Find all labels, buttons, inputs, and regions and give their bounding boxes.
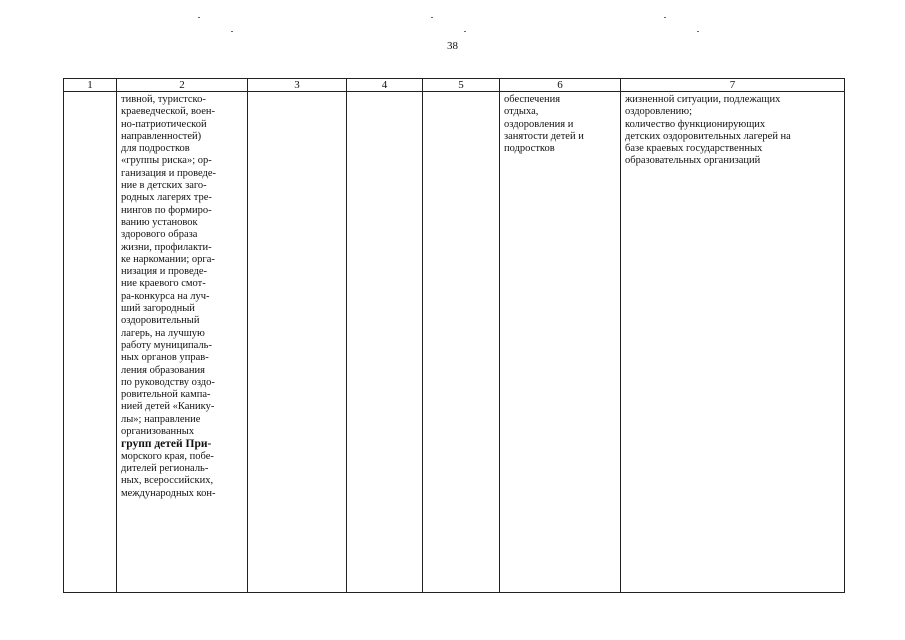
cell-text-line: подростков xyxy=(504,143,555,155)
table-cell-col5 xyxy=(423,92,500,593)
cell-text-line: занятости детей и xyxy=(504,130,584,142)
program-table xyxy=(63,78,845,593)
cell-text-line: образовательных организаций xyxy=(625,155,761,167)
cell-text-line: здорового образа xyxy=(121,229,198,241)
scan-speck xyxy=(431,17,433,18)
cell-text-line: оздоровительный xyxy=(121,315,200,327)
cell-text-line: ние краевого смот- xyxy=(121,278,206,290)
cell-text-line: тивной, туристско- xyxy=(121,94,206,105)
cell-text-line: родных лагерях тре- xyxy=(121,192,212,204)
column-header-2: 2 xyxy=(117,79,248,92)
cell-text-line: оздоровлению; xyxy=(625,106,693,118)
cell-text-line: ганизация и проведе- xyxy=(121,167,216,179)
scan-speck xyxy=(464,31,466,32)
cell-text-line: ванию установок xyxy=(121,216,198,228)
cell-text-line: низация и проведе- xyxy=(121,266,208,278)
table-header-row xyxy=(64,79,845,92)
table-cell-col6 xyxy=(500,92,621,593)
cell-text-line: дителей региональ- xyxy=(121,462,209,474)
column-header-7: 7 xyxy=(621,79,845,92)
table-cell-col4 xyxy=(347,92,423,593)
cell-text-line: международных кон- xyxy=(121,487,216,499)
cell-text-line: базе краевых государственных xyxy=(625,143,763,155)
column-header-1: 1 xyxy=(64,79,117,92)
cell-text-line: ления образования xyxy=(121,364,205,376)
cell-text-line: морского края, побе- xyxy=(121,450,214,462)
table-row xyxy=(64,92,845,593)
cell-text-line: направленностей) xyxy=(121,130,202,142)
cell-text-line: ние в детских заго- xyxy=(121,180,207,192)
cell-text-line: оздоровления и xyxy=(504,118,574,130)
cell-text-line: количество функционирующих xyxy=(625,118,766,130)
cell-text-line: ных, всероссийских, xyxy=(121,475,214,487)
cell-text-line: краеведческой, воен- xyxy=(121,106,216,118)
cell-text-line: по руководству оздо- xyxy=(121,376,215,388)
scan-speck xyxy=(664,17,666,18)
cell-text-line: лагерь, на лучшую xyxy=(121,327,205,339)
cell-text-line: жизни, профилакти- xyxy=(121,241,212,253)
column-header-4: 4 xyxy=(347,79,423,92)
cell-text-line: но-патриотической xyxy=(121,118,207,130)
scan-speck xyxy=(198,17,200,18)
page-number: 38 xyxy=(447,40,458,52)
cell-text-line: ке наркомании; орга- xyxy=(121,253,215,265)
cell-text-line: ных органов управ- xyxy=(121,352,209,364)
scan-speck xyxy=(231,31,233,32)
cell-text-line: групп детей При- xyxy=(121,438,212,451)
cell-text-line: работу муниципаль- xyxy=(121,339,212,351)
cell-text-line: нией детей «Канику- xyxy=(121,401,215,413)
cell-text-line: ра-конкурса на луч- xyxy=(121,290,210,302)
column-header-6: 6 xyxy=(500,79,621,92)
cell-text-line: жизненной ситуации, подлежащих xyxy=(625,94,781,105)
cell-text-line: нингов по формиро- xyxy=(121,204,212,216)
table-cell-col1 xyxy=(64,92,117,593)
cell-text-line: ший загородный xyxy=(121,303,195,315)
cell-text-line: отдыха, xyxy=(504,106,539,118)
column-header-5: 5 xyxy=(423,79,500,92)
cell-text-line: ровительной кампа- xyxy=(121,389,211,401)
cell-text-line: обеспечения xyxy=(504,94,561,105)
cell-text-line: детских оздоровительных лагерей на xyxy=(625,130,791,142)
table-cell-col2 xyxy=(117,92,248,593)
cell-text-line: лы»; направление xyxy=(121,413,201,425)
column-header-3: 3 xyxy=(248,79,347,92)
table-cell-col7 xyxy=(621,92,845,593)
cell-text-line: организованных xyxy=(121,426,195,438)
table-cell-col3 xyxy=(248,92,347,593)
cell-text-line: «группы риска»; ор- xyxy=(121,155,212,167)
scan-speck xyxy=(697,31,699,32)
cell-text-line: для подростков xyxy=(121,143,190,155)
